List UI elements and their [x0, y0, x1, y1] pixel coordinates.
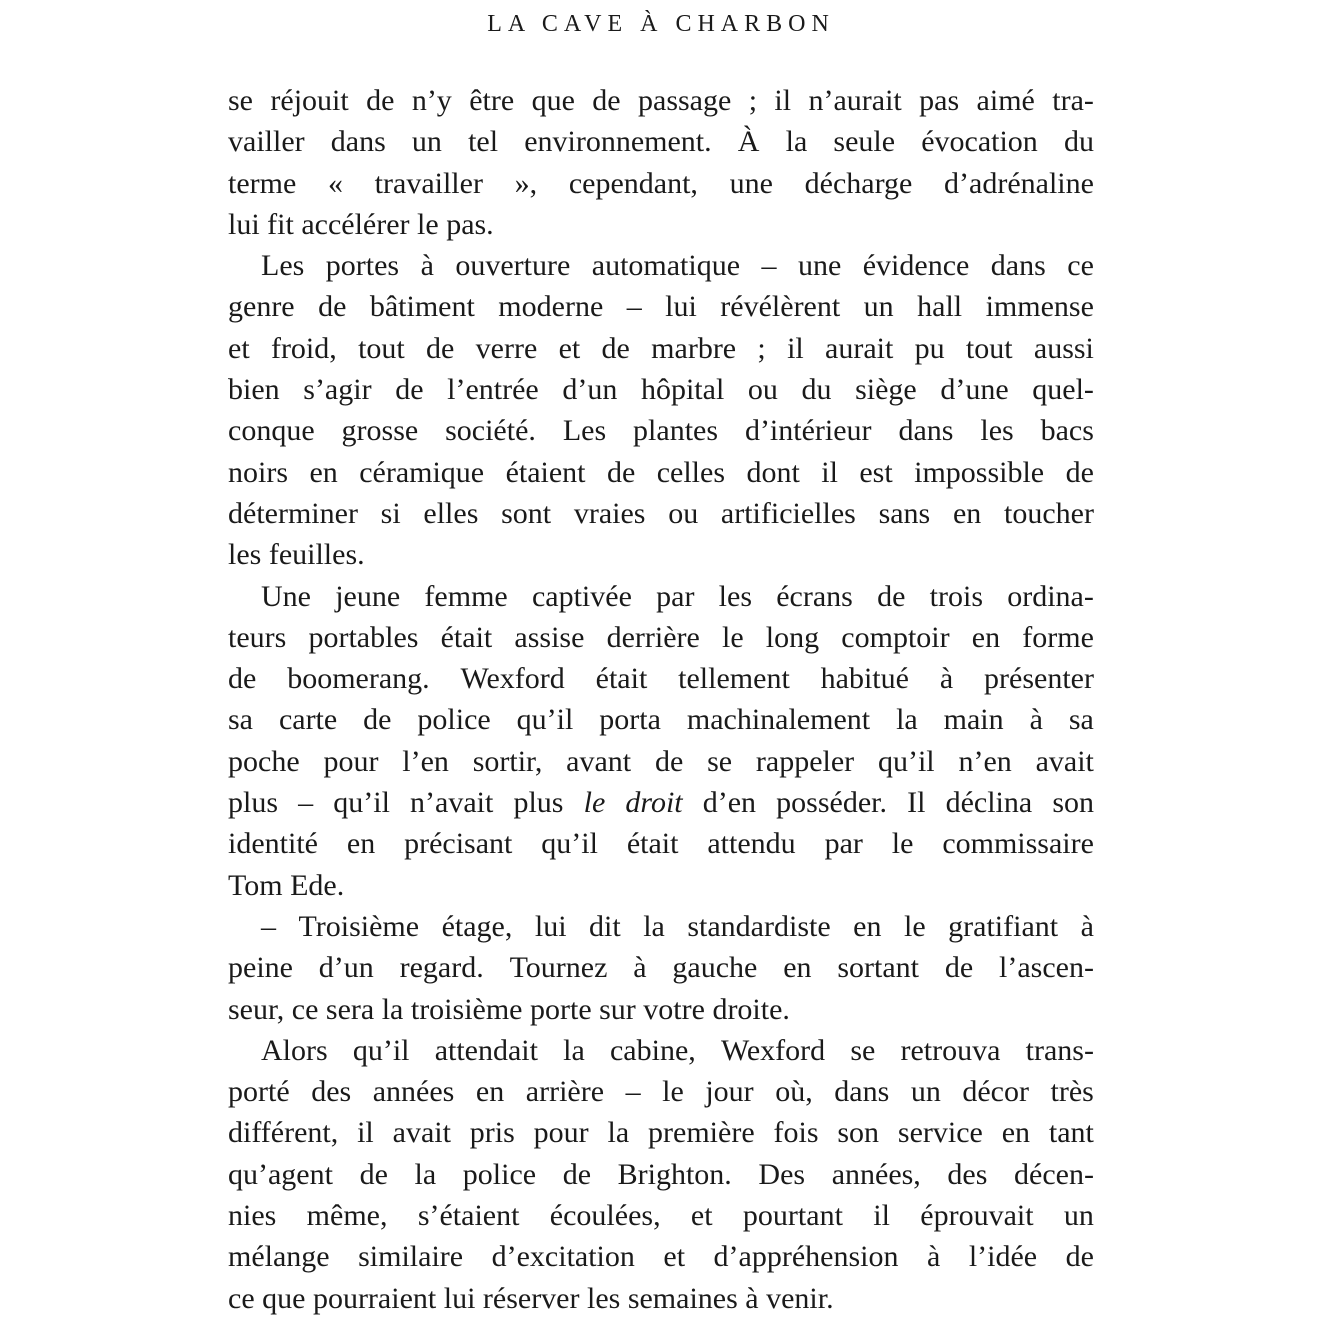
text-line: teurs portables était assise derrière le long comptoir en forme [228, 620, 1094, 654]
text-line: se réjouit de n’y être que de passage ; il n’aurait pas aimé tra- [228, 84, 1094, 117]
book-page [228, 0, 1094, 1319]
text-line: différent, il avait pris pour la première fois son service en tant [228, 1116, 1094, 1150]
text-line: – Troisième étage, lui dit la standardiste en le gratifiant à [261, 909, 1094, 943]
italic-emphasis: le droit [583, 786, 683, 820]
text-line: ce que pourraient lui réserver les semaines à venir. [228, 1281, 834, 1315]
text-line: déterminer si elles sont vraies ou artificielles sans en toucher [228, 496, 1094, 530]
text-line: porté des années en arrière – le jour où, dans un décor très [228, 1075, 1094, 1109]
text-line: noirs en céramique étaient de celles dont il est impossible de [228, 455, 1094, 489]
text-line: nies même, s’étaient écoulées, et pourtant il éprouvait un [228, 1199, 1094, 1233]
text-line: identité en précisant qu’il était attendu par le commissaire [228, 827, 1094, 861]
text-line: genre de bâtiment moderne – lui révélèrent un hall immense [228, 290, 1094, 324]
running-header: LA CAVE À CHARBON [487, 11, 835, 37]
text-line: Tom Ede. [228, 868, 345, 902]
text-line: terme « travailler », cependant, une décharge d’adrénaline [228, 166, 1094, 200]
text-line: lui fit accélérer le pas. [228, 207, 494, 241]
text-segment: plus – qu’il n’avait plus [228, 786, 584, 820]
text-line: Alors qu’il attendait la cabine, Wexford se retrouva trans- [261, 1033, 1094, 1067]
text-line: vailler dans un tel environnement. À la seule évocation du [228, 125, 1094, 159]
text-segment: d’en posséder. Il déclina son [682, 786, 1094, 820]
text-line: seur, ce sera la troisième porte sur votre droite. [228, 992, 790, 1026]
text-line: sa carte de police qu’il porta machinalement la main à sa [228, 703, 1094, 737]
body-text [228, 80, 1094, 1319]
text-line: Une jeune femme captivée par les écrans de trois ordina- [261, 579, 1094, 613]
text-line: qu’agent de la police de Brighton. Des années, des décen- [228, 1157, 1094, 1191]
text-line: poche pour l’en sortir, avant de se rappeler qu’il n’en avait [228, 744, 1094, 778]
text-line [228, 782, 1094, 823]
text-line: conque grosse société. Les plantes d’intérieur dans les bacs [228, 414, 1094, 448]
text-line: et froid, tout de verre et de marbre ; il aurait pu tout aussi [228, 331, 1094, 365]
text-line: mélange similaire d’excitation et d’appréhension à l’idée de [228, 1240, 1094, 1274]
text-line: Les portes à ouverture automatique – une évidence dans ce [261, 249, 1094, 283]
text-line: les feuilles. [228, 538, 365, 572]
text-line: de boomerang. Wexford était tellement habitué à présenter [228, 662, 1094, 696]
text-line: peine d’un regard. Tournez à gauche en sortant de l’ascen- [228, 951, 1094, 985]
text-line: bien s’agir de l’entrée d’un hôpital ou du siège d’une quel- [228, 373, 1094, 407]
